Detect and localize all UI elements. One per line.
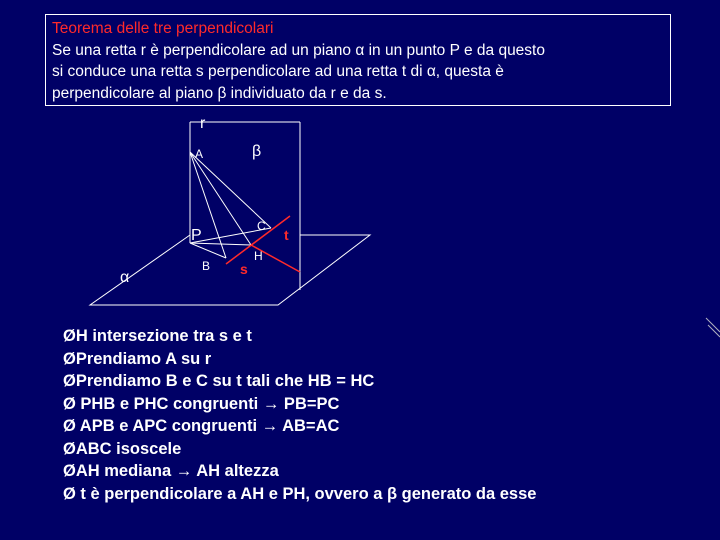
label-H: H: [254, 249, 263, 263]
list-item: Ø APB e APC congruenti → AB=AC: [63, 417, 340, 435]
label-t: t: [284, 227, 289, 243]
label-P: P: [191, 227, 202, 244]
label-C: C: [257, 219, 266, 233]
label-B: B: [202, 259, 211, 273]
statement-line: Se una retta r è perpendicolare ad un piano α in un punto P e da questo: [52, 41, 545, 59]
label-A: A: [195, 147, 204, 161]
statement-line: perpendicolare al piano β individuato da r e da s.: [52, 84, 387, 102]
list-item: ØPrendiamo B e C su t tali che HB = HC: [63, 372, 375, 390]
decor-line: [708, 325, 720, 337]
list-item: ØH intersezione tra s e t: [63, 327, 252, 345]
proof-list: [63, 325, 536, 505]
label-alpha: α: [120, 269, 130, 286]
statement-line: si conduce una retta s perpendicolare ad una retta t di α, questa è: [52, 63, 504, 80]
segment-AC: [190, 152, 271, 228]
label-s: s: [240, 261, 248, 277]
list-item: ØPrendiamo A su r: [63, 349, 212, 368]
list-item: Ø t è perpendicolare a AH e PH, ovvero a β generato da esse: [63, 484, 537, 503]
list-item: ØABC isoscele: [63, 439, 182, 458]
plane-alpha: [90, 235, 370, 305]
theorem-title: Teorema delle tre perpendicolari: [52, 20, 274, 37]
list-item: ØAH mediana → AH altezza: [63, 462, 279, 480]
label-r: r: [200, 115, 206, 132]
list-item: Ø PHB e PHC congruenti → PB=PC: [63, 394, 340, 413]
segment-PB: [190, 243, 226, 258]
label-beta: β: [252, 143, 262, 160]
